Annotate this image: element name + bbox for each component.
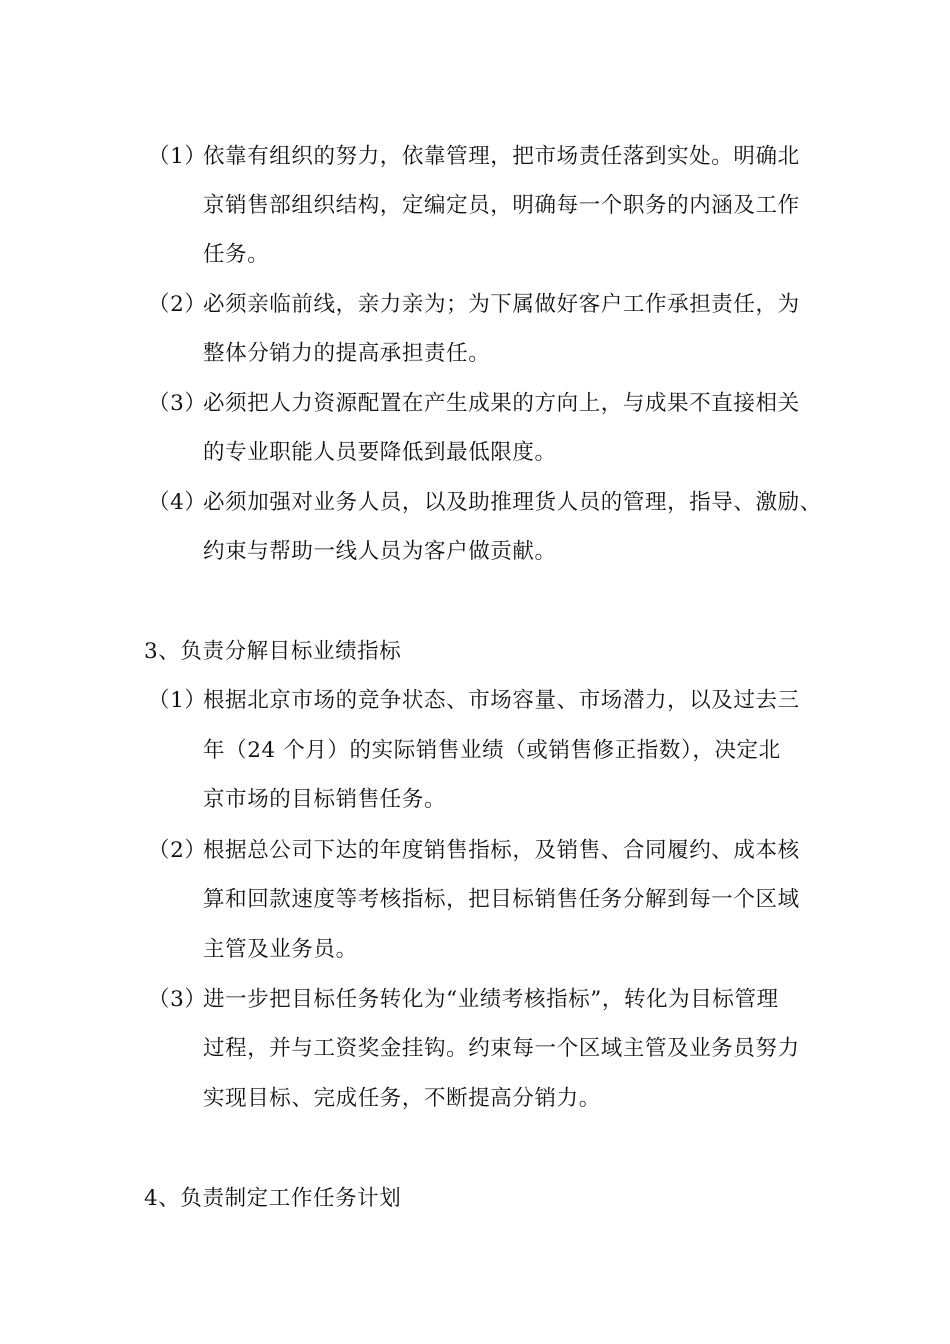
item-text-line: 进一步把目标任务转化为“业绩考核指标”，转化为目标管理 (203, 987, 779, 1012)
item-text-line: 整体分销力的提高承担责任。 (203, 341, 491, 366)
item-text-line: 必须加强对业务人员，以及助推理货人员的管理，指导、激励、 (203, 490, 822, 515)
item-number: （1） (148, 144, 207, 169)
item-number: （4） (148, 490, 207, 515)
item-text-line: 必须亲临前线，亲力亲为；为下属做好客户工作承担责任，为 (203, 292, 800, 317)
item-text-line: 必须把人力资源配置在产生成果的方向上，与成果不直接相关 (203, 391, 800, 416)
item-text-line: 根据总公司下达的年度销售指标，及销售、合同履约、成本核 (203, 838, 800, 863)
item-text-line: 过程，并与工资奖金挂钩。约束每一个区域主管及业务员努力 (203, 1036, 800, 1061)
item-text-line: 依靠有组织的努力，依靠管理，把市场责任落到实处。明确北 (203, 144, 800, 169)
item-text-line: 主管及业务员。 (203, 937, 358, 962)
item-number: （1） (148, 688, 207, 713)
item-number: （2） (148, 838, 207, 863)
item-number: （2） (148, 292, 207, 317)
item-number: （3） (148, 391, 207, 416)
section-3-heading: 3、负责分解目标业绩指标 (144, 639, 402, 664)
item-text-line: 年（24 个月）的实际销售业绩（或销售修正指数），决定北 (203, 738, 781, 763)
item-text-line: 约束与帮助一线人员为客户做贡献。 (203, 539, 557, 564)
item-text-line: 算和回款速度等考核指标，把目标销售任务分解到每一个区域 (203, 887, 800, 912)
item-number: （3） (148, 987, 207, 1012)
item-text-line: 的专业职能人员要降低到最低限度。 (203, 440, 557, 465)
section-4-heading: 4、负责制定工作任务计划 (144, 1186, 402, 1211)
item-text-line: 根据北京市场的竞争状态、市场容量、市场潜力，以及过去三 (203, 688, 800, 713)
item-text-line: 京销售部组织结构，定编定员，明确每一个职务的内涵及工作 (203, 193, 800, 218)
item-text-line: 任务。 (203, 242, 270, 267)
item-text-line: 实现目标、完成任务，不断提高分销力。 (203, 1086, 601, 1111)
item-text-line: 京市场的目标销售任务。 (203, 787, 447, 812)
